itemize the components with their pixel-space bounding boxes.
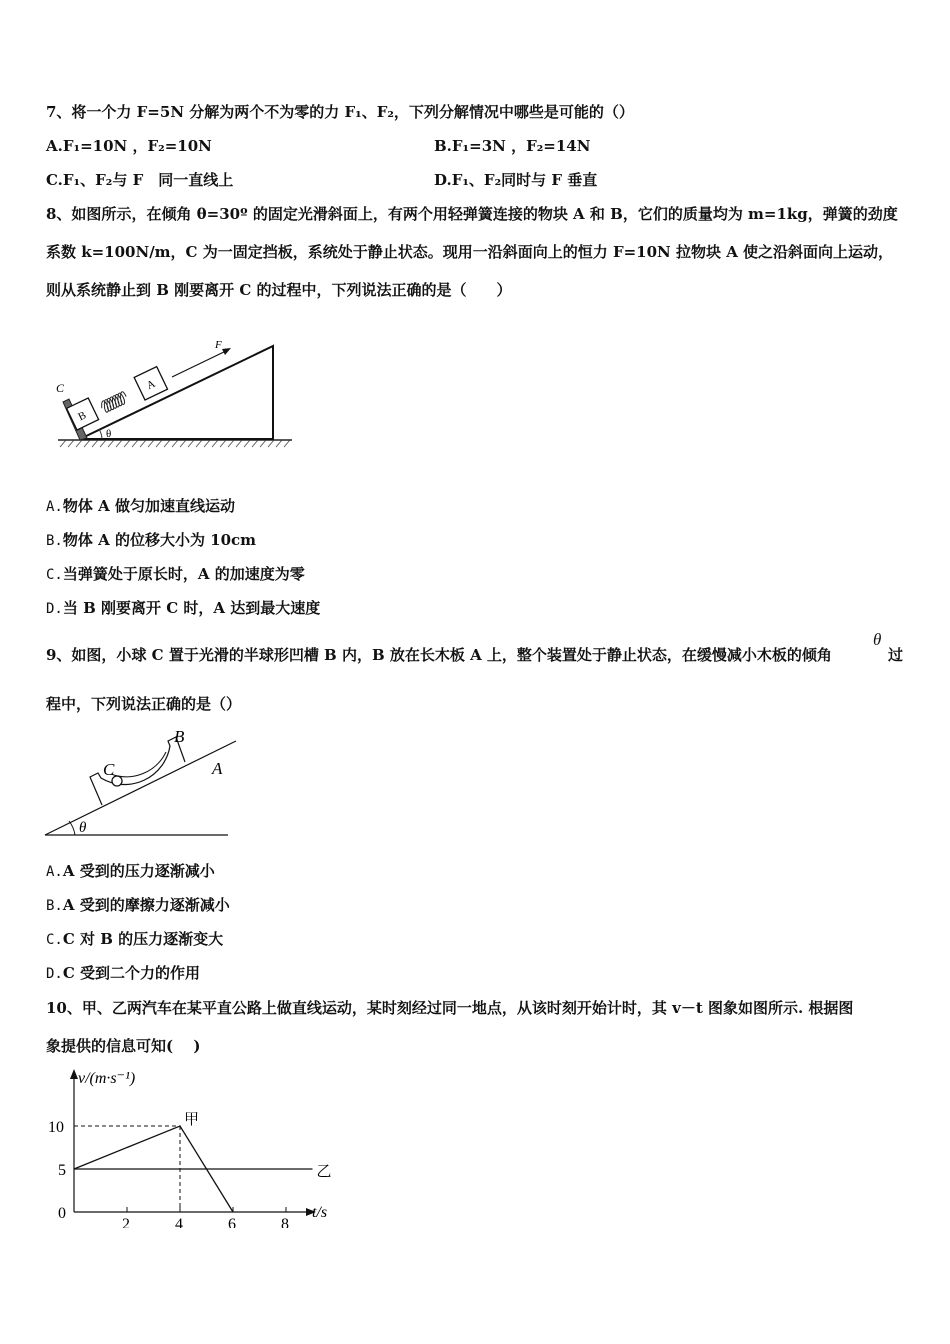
spring bbox=[99, 391, 129, 414]
incline-spring-figure bbox=[50, 330, 310, 455]
series-jia-label: 甲 bbox=[184, 1112, 200, 1128]
y-tick-label: 10 bbox=[48, 1119, 64, 1136]
theta-label: θ bbox=[106, 428, 112, 440]
barrier-label: C bbox=[56, 381, 65, 395]
chart-axes bbox=[70, 1069, 316, 1216]
q7-option-a[interactable] bbox=[46, 136, 212, 156]
force-label: F bbox=[215, 339, 222, 351]
x-axis-label: t/s bbox=[312, 1204, 328, 1221]
option-text: 物体 A 的位移大小为 10cm bbox=[62, 531, 257, 549]
q9-option-a[interactable] bbox=[46, 861, 215, 882]
y-axis-label-text: v/(m·s⁻¹) bbox=[78, 1070, 136, 1087]
q8-option-c[interactable] bbox=[46, 564, 305, 585]
series-yi-label: 乙 bbox=[316, 1164, 332, 1180]
arrow-head-icon bbox=[222, 348, 231, 355]
block-a-label: A bbox=[144, 377, 158, 393]
option-text: A 受到的摩擦力逐渐减小 bbox=[62, 896, 230, 914]
x-tick-label: 6 bbox=[228, 1216, 236, 1228]
block-b-label: B bbox=[76, 409, 89, 424]
option-text: F₁、F₂与 F 同一直线上 bbox=[62, 171, 234, 189]
ball-c-label: C bbox=[103, 760, 115, 779]
board-a-label: A bbox=[212, 759, 223, 778]
option-label: D. bbox=[46, 966, 63, 982]
block-b bbox=[67, 398, 99, 430]
block-a bbox=[134, 367, 167, 400]
theta-label: θ bbox=[79, 820, 87, 836]
q8-stem-line-3: 则从系统静止到 B 刚要离开 C 的过程中，下列说法正确的是（ ） bbox=[46, 281, 512, 299]
option-label: B. bbox=[46, 898, 63, 914]
x-tick-label: 8 bbox=[281, 1216, 289, 1228]
option-text: F₁=10N ，F₂=10N bbox=[62, 137, 212, 155]
groove-inner-arc bbox=[111, 752, 166, 777]
q9-theta-symbol: θ bbox=[873, 630, 882, 649]
option-text: A 受到的压力逐渐减小 bbox=[62, 862, 215, 880]
q7-option-c[interactable] bbox=[46, 170, 233, 190]
x-tick-label: 2 bbox=[122, 1216, 130, 1228]
q9-option-d[interactable] bbox=[46, 963, 200, 984]
q7-option-b[interactable] bbox=[434, 136, 590, 156]
option-text: 当 B 刚要离开 C 时，A 达到最大速度 bbox=[62, 599, 321, 617]
option-text: F₁、F₂同时与 F 垂直 bbox=[451, 171, 598, 189]
option-label: A. bbox=[46, 864, 63, 880]
option-label: B. bbox=[434, 137, 452, 155]
q9-stem-line-1: 9、如图，小球 C 置于光滑的半球形凹槽 B 内，B 放在长木板 A 上，整个装置处于静止状态，在缓慢减小木板的倾角 bbox=[46, 646, 832, 664]
option-text: C 受到二个力的作用 bbox=[62, 964, 201, 982]
incline-triangle bbox=[80, 346, 273, 439]
q9-option-b[interactable] bbox=[46, 895, 230, 916]
q9-option-c[interactable] bbox=[46, 929, 223, 950]
hemisphere-groove-figure bbox=[40, 722, 250, 842]
force-arrow bbox=[172, 350, 228, 377]
q7-option-d[interactable] bbox=[434, 170, 597, 190]
option-label: C. bbox=[46, 567, 63, 583]
q9-stem-line-2: 程中，下列说法正确的是（） bbox=[46, 695, 242, 713]
board-a bbox=[45, 741, 236, 835]
ground-hatching bbox=[60, 440, 290, 447]
q10-stem-line-2: 象提供的信息可知( ) bbox=[46, 1037, 201, 1055]
option-text: F₁=3N ，F₂=14N bbox=[451, 137, 591, 155]
groove-b-label: B bbox=[174, 727, 185, 746]
option-label: C. bbox=[46, 932, 63, 948]
q9-stem-tail: 过 bbox=[888, 646, 904, 664]
x-tick-label: 4 bbox=[175, 1216, 183, 1228]
q8-stem-line-1: 8、如图所示，在倾角 θ=30º 的固定光滑斜面上，有两个用轻弹簧连接的物块 A 和 B，它们的质量均为 m=1kg，弹簧的劲度 bbox=[46, 205, 898, 223]
q8-option-a[interactable] bbox=[46, 496, 235, 517]
q8-stem-line-2: 系数 k=100N/m，C 为一固定挡板，系统处于静止状态。现用一沿斜面向上的恒力 F=10N 拉物块 A 使之沿斜面向上运动， bbox=[46, 243, 894, 261]
q8-option-b[interactable] bbox=[46, 530, 256, 551]
y-tick-label: 5 bbox=[58, 1162, 66, 1179]
option-text: 当弹簧处于原长时，A 的加速度为零 bbox=[62, 565, 305, 583]
option-text: 物体 A 做匀加速直线运动 bbox=[62, 497, 235, 515]
q8-option-d[interactable] bbox=[46, 598, 320, 619]
option-label: C. bbox=[46, 171, 63, 189]
q10-stem-line-1: 10、甲、乙两汽车在某平直公路上做直线运动，某时刻经过同一地点，从该时刻开始计时，其 v－t 图象如图所示. 根据图 bbox=[46, 999, 854, 1017]
y-axis-label bbox=[78, 1070, 135, 1087]
y-axis-arrow-icon bbox=[70, 1069, 78, 1079]
angle-arc bbox=[99, 429, 102, 439]
option-label: B. bbox=[46, 533, 63, 549]
option-text: C 对 B 的压力逐渐变大 bbox=[62, 930, 224, 948]
option-label: D. bbox=[46, 601, 63, 617]
y-tick-label: 0 bbox=[58, 1205, 66, 1222]
option-label: A. bbox=[46, 499, 63, 515]
vt-chart bbox=[40, 1063, 340, 1228]
chart-series bbox=[74, 1111, 332, 1212]
q7-stem: 7、将一个力 F=5N 分解为两个不为零的力 F₁、F₂，下列分解情况中哪些是可能的（） bbox=[46, 103, 634, 121]
option-label: A. bbox=[46, 137, 63, 155]
option-label: D. bbox=[434, 171, 452, 189]
